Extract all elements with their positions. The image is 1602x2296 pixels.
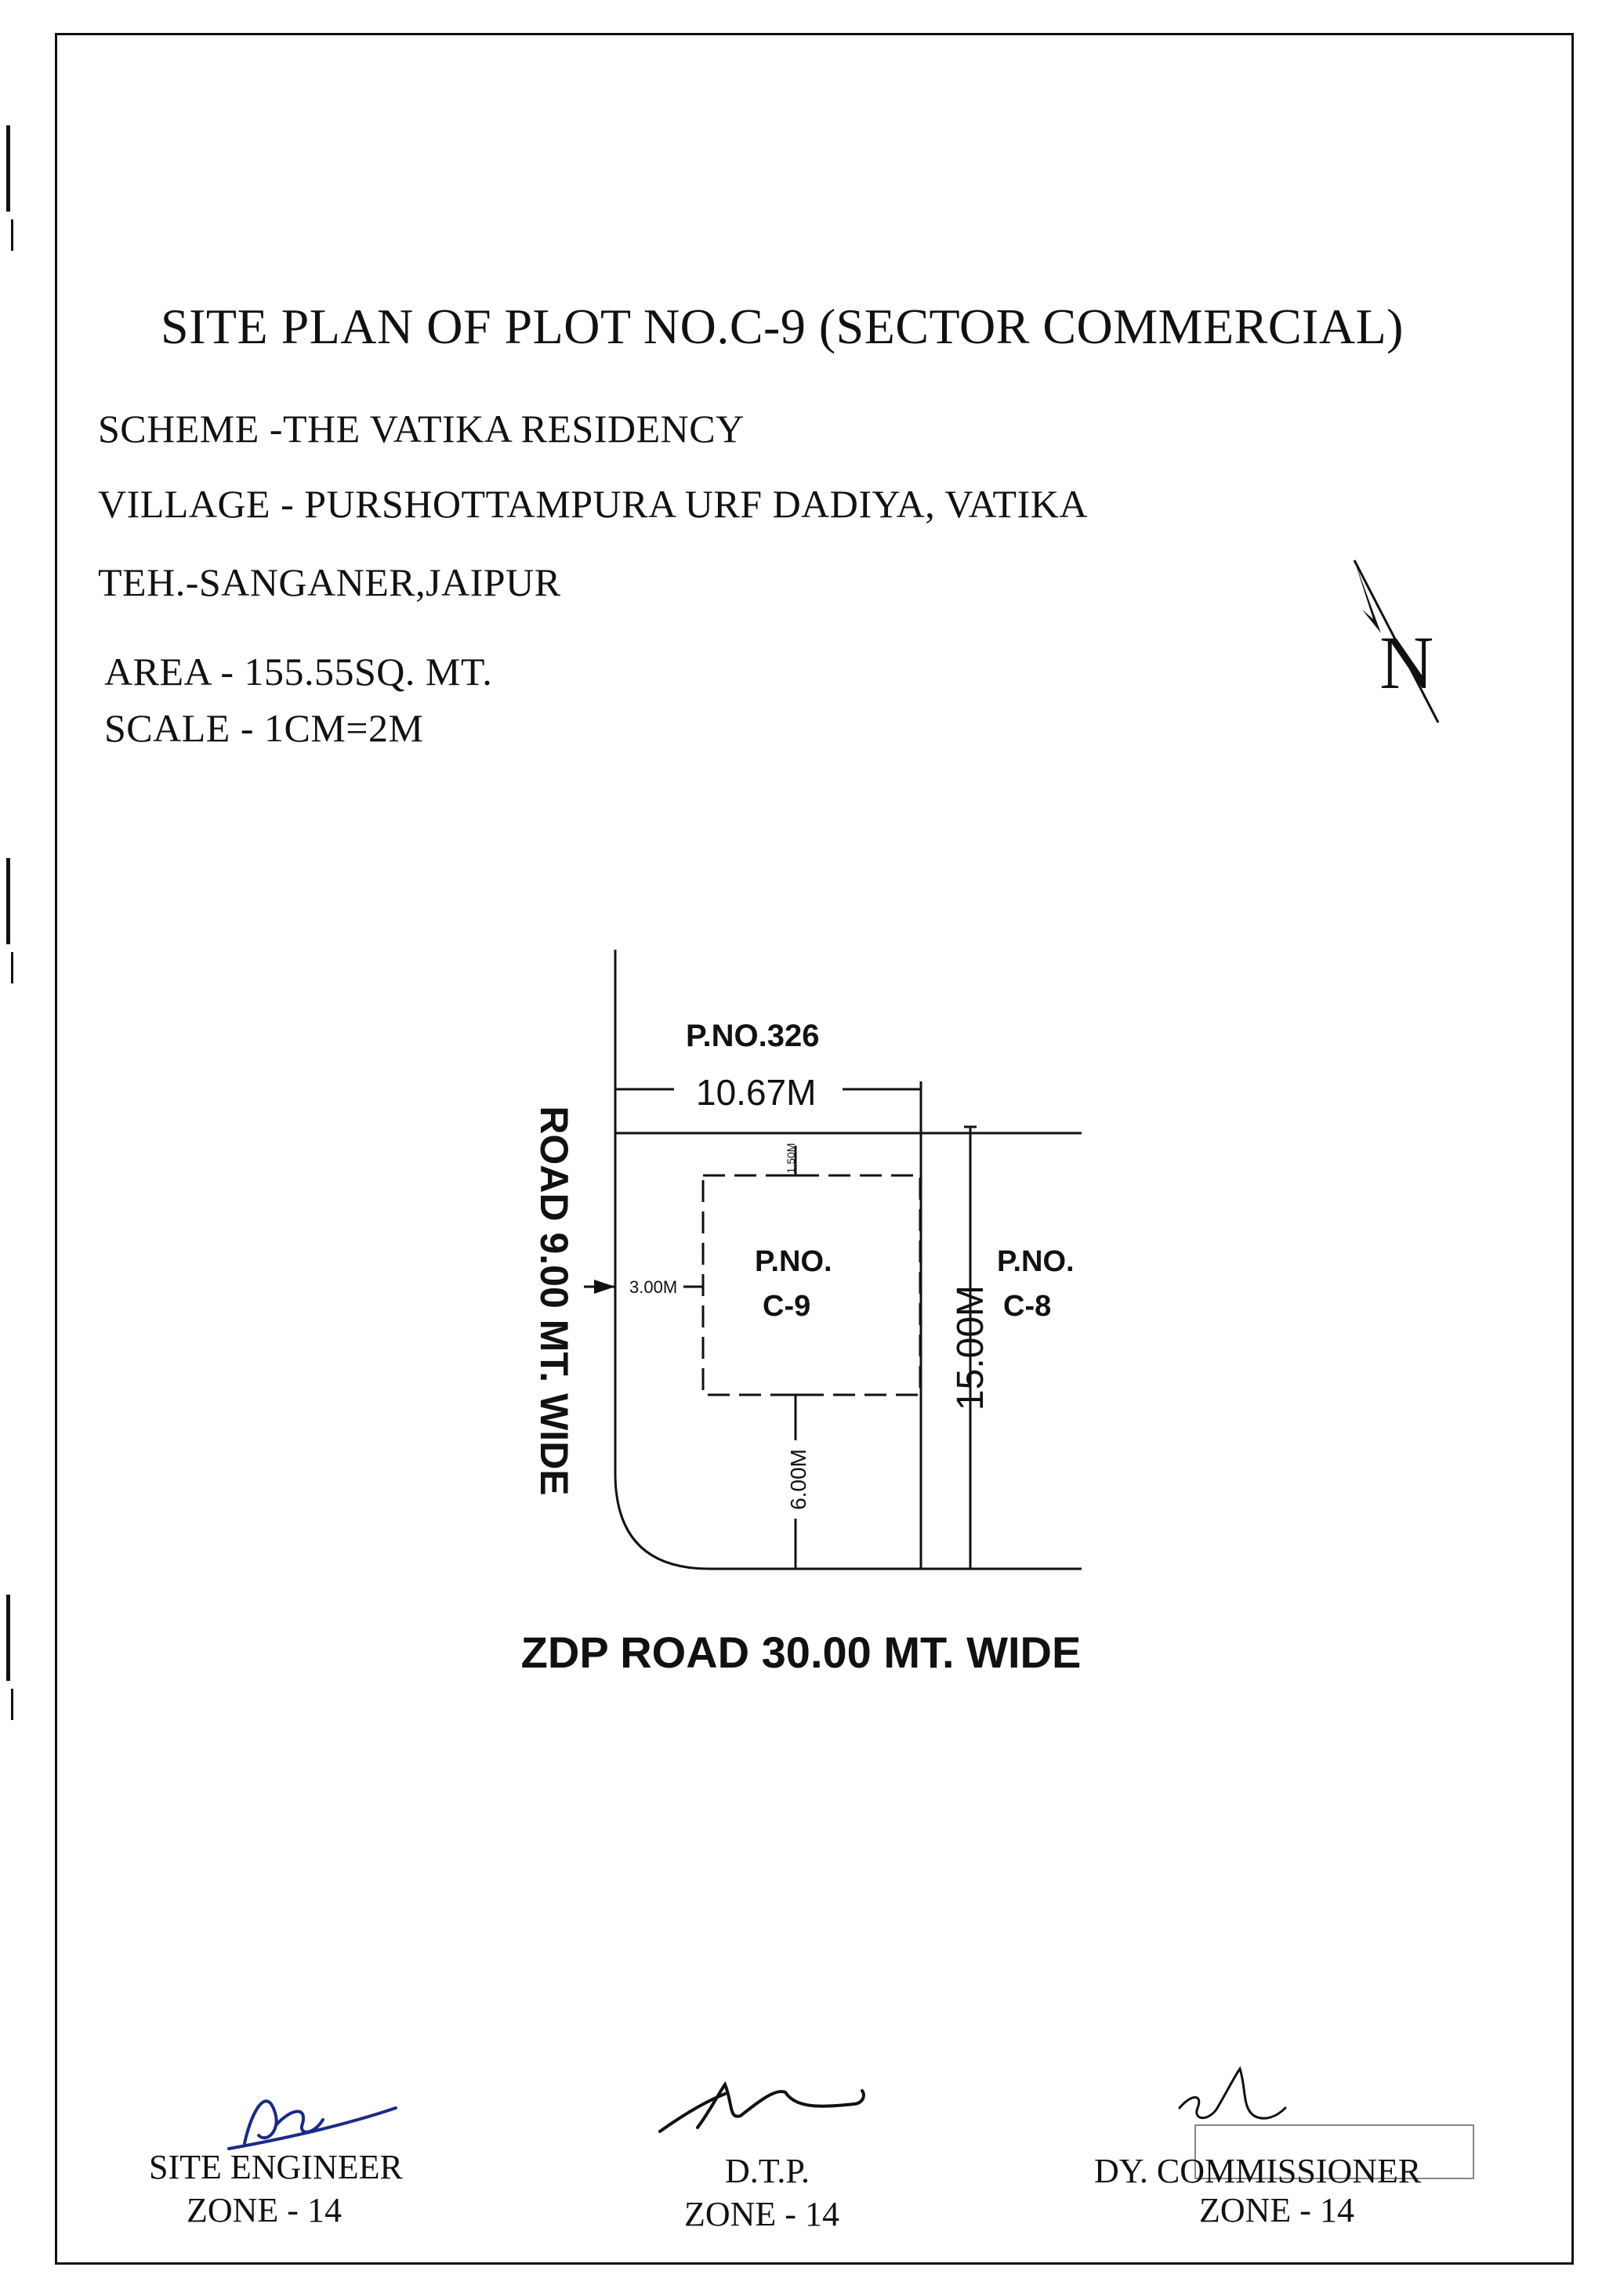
village-line: VILLAGE - PURSHOTTAMPURA URF DADIYA, VATIKA (98, 482, 1088, 526)
site-engineer-signature (229, 2101, 396, 2149)
scheme-line: SCHEME -THE VATIKA RESIDENCY (98, 407, 745, 451)
dy-commissioner-signature (1180, 2069, 1285, 2118)
tehsil-line: TEH.-SANGANER,JAIPUR (98, 560, 561, 604)
dtp-signature (660, 2084, 864, 2131)
building-envelope (703, 1175, 920, 1395)
side-road-label: ROAD 9.00 MT. WIDE (532, 1106, 576, 1496)
plot-label-line1: P.NO. (755, 1245, 832, 1278)
east-neighbor-line1: P.NO. (997, 1245, 1075, 1278)
scale-line: SCALE - 1CM=2M (104, 706, 424, 750)
plot-label-line2: C-9 (763, 1290, 811, 1323)
dtp-title: D.T.P. (725, 2152, 810, 2190)
depth-dimension: 15.00M (950, 1284, 991, 1411)
north-label: N (1379, 621, 1434, 704)
side-setback-dimension: 3.00M (629, 1277, 678, 1297)
dy-commissioner-zone: ZONE - 14 (1199, 2191, 1354, 2229)
page-title: SITE PLAN OF PLOT NO.C-9 (SECTOR COMMERCIAL) (161, 299, 1404, 354)
main-road-label: ZDP ROAD 30.00 MT. WIDE (520, 1628, 1082, 1677)
site-engineer-zone: ZONE - 14 (187, 2191, 342, 2229)
site-engineer-title: SITE ENGINEER (149, 2148, 403, 2186)
north-arrow-icon (1354, 560, 1438, 722)
north-neighbor-label: P.NO.326 (686, 1019, 820, 1053)
east-neighbor-line2: C-8 (1003, 1290, 1052, 1323)
north-setback-dimension: 1.50M (785, 1143, 797, 1174)
dtp-zone: ZONE - 14 (684, 2195, 839, 2233)
rear-setback-dimension: 6.00M (786, 1449, 810, 1510)
area-line: AREA - 155.55SQ. MT. (104, 650, 493, 694)
dy-commissioner-title: DY. COMMISSIONER (1094, 2152, 1422, 2190)
front-width-dimension: 10.67M (696, 1072, 817, 1113)
